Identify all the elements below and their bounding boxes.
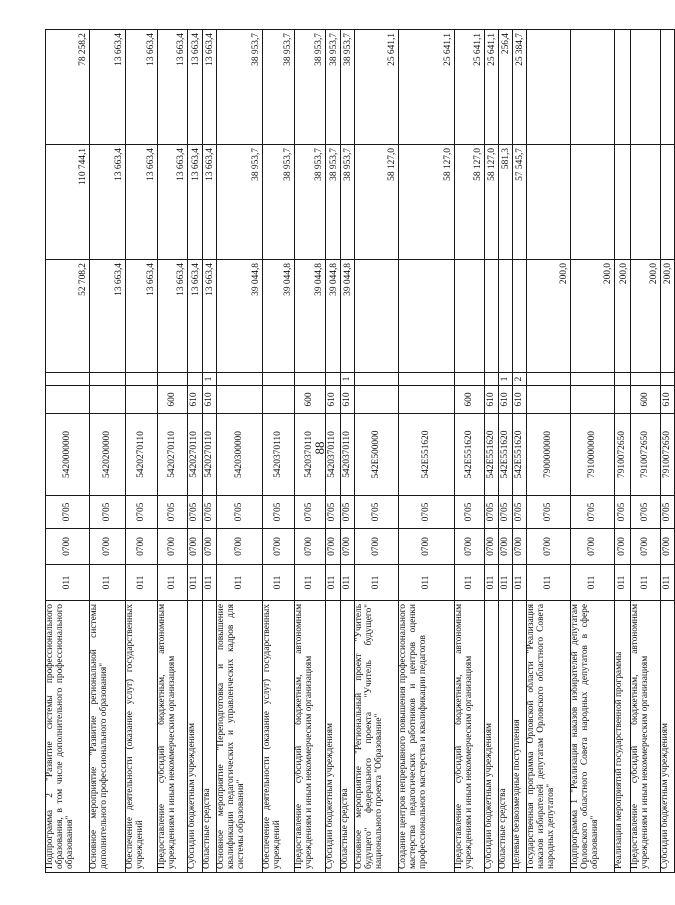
row-expense-type — [217, 386, 263, 414]
table-row — [513, 30, 527, 873]
row-subsection-code: 0705 — [455, 496, 485, 529]
row-subsection-code: 0705 — [90, 496, 126, 529]
row-amount-year-2: 13 663,4 — [126, 145, 158, 260]
row-grbs-code: 011 — [341, 565, 355, 601]
row-section-code: 0700 — [499, 529, 513, 565]
row-subsection-code: 0705 — [295, 496, 326, 529]
row-grbs-code: 011 — [615, 565, 631, 601]
row-amount-year-1: 200,0 — [615, 260, 631, 373]
row-section-code: 0700 — [126, 529, 158, 565]
row-target-article: 542E551620 — [485, 414, 499, 496]
row-amount-year-1: 39 044,8 — [217, 260, 263, 373]
row-amount-year-3: 25 641,1 — [399, 30, 455, 145]
table-row — [571, 30, 615, 873]
row-amount-year-2: 58 127,0 — [355, 145, 399, 260]
row-amount-year-1: 13 663,4 — [188, 260, 203, 373]
row-section-code: 0700 — [355, 529, 399, 565]
row-subsection-code: 0705 — [615, 496, 631, 529]
row-subsection-code: 0705 — [513, 496, 527, 529]
row-subsection-code: 0705 — [126, 496, 158, 529]
table-row — [631, 30, 661, 873]
row-amount-year-3: 25 641,1 — [455, 30, 485, 145]
row-amount-year-3 — [615, 30, 631, 145]
row-expense-type: 600 — [455, 386, 485, 414]
row-amount-year-3: 13 663,4 — [126, 30, 158, 145]
row-section-code: 0700 — [661, 529, 675, 565]
row-section-code: 0700 — [188, 529, 203, 565]
row-target-article: 7910072650 — [661, 414, 675, 496]
table-row — [126, 30, 158, 873]
row-section-code: 0700 — [341, 529, 355, 565]
row-name: Обеспечение деятельности (оказание услуг) государственных учреждений — [126, 601, 158, 873]
row-amount-year-2: 38 953,7 — [263, 145, 295, 260]
row-target-article: 542E500000 — [355, 414, 399, 496]
row-expense-type: 610 — [188, 386, 203, 414]
row-name: Областные средства — [203, 601, 217, 873]
row-funding-source — [661, 373, 675, 386]
row-section-code: 0700 — [326, 529, 341, 565]
row-funding-source — [188, 373, 203, 386]
row-expense-type — [46, 386, 90, 414]
row-grbs-code: 011 — [355, 565, 399, 601]
row-subsection-code: 0705 — [631, 496, 661, 529]
row-amount-year-1: 13 663,4 — [158, 260, 188, 373]
row-grbs-code: 011 — [513, 565, 527, 601]
page-number: 88 — [312, 441, 327, 455]
row-grbs-code: 011 — [46, 565, 90, 601]
row-expense-type: 610 — [203, 386, 217, 414]
row-grbs-code: 011 — [158, 565, 188, 601]
table-row — [485, 30, 499, 873]
table-row — [46, 30, 90, 873]
row-subsection-code: 0705 — [203, 496, 217, 529]
row-expense-type: 600 — [295, 386, 326, 414]
row-expense-type — [399, 386, 455, 414]
row-target-article: 5420370110 — [341, 414, 355, 496]
row-target-article: 542E551620 — [399, 414, 455, 496]
row-grbs-code: 011 — [571, 565, 615, 601]
row-section-code: 0700 — [631, 529, 661, 565]
row-section-code: 0700 — [295, 529, 326, 565]
table-body — [46, 30, 675, 873]
table-row — [399, 30, 455, 873]
row-funding-source — [399, 373, 455, 386]
row-target-article: 5420370110 — [295, 414, 326, 496]
row-amount-year-3 — [661, 30, 675, 145]
row-funding-source — [263, 373, 295, 386]
table-row — [158, 30, 188, 873]
row-amount-year-1 — [355, 260, 399, 373]
row-section-code: 0700 — [615, 529, 631, 565]
row-subsection-code: 0705 — [499, 496, 513, 529]
row-amount-year-3 — [571, 30, 615, 145]
row-name: Субсидии бюджетным учреждениям — [326, 601, 341, 873]
row-expense-type: 610 — [661, 386, 675, 414]
row-name: Предоставление субсидий бюджетным, автономным учреждениям и иным некоммерческим организациям — [455, 601, 485, 873]
row-subsection-code: 0705 — [355, 496, 399, 529]
row-target-article: 5420300000 — [217, 414, 263, 496]
row-section-code: 0700 — [217, 529, 263, 565]
row-target-article: 542E551620 — [513, 414, 527, 496]
row-name: Субсидии бюджетным учреждениям — [661, 601, 675, 873]
row-name: Основное мероприятие "Переподготовка и повышение квалификации педагогических и управленческих кадров для системы образования" — [217, 601, 263, 873]
row-expense-type: 610 — [499, 386, 513, 414]
row-funding-source — [158, 373, 188, 386]
row-name: Основное мероприятие "Развитие региональной системы дополнительного профессионального образования" — [90, 601, 126, 873]
row-target-article: 5420370110 — [326, 414, 341, 496]
row-name: Основное мероприятие "Региональный проект "Учитель будущего" федерального проекта "Учитель будущего" национального проекта "Образование" — [355, 601, 399, 873]
row-funding-source — [355, 373, 399, 386]
table-row — [263, 30, 295, 873]
row-name: Предоставление субсидий бюджетным, автономным учреждениям и иным некоммерческим организациям — [295, 601, 326, 873]
row-funding-source — [631, 373, 661, 386]
row-grbs-code: 011 — [499, 565, 513, 601]
row-name: Государственная программа Орловской области "Реализация наказов избирателей депутатам Орловского областного Совета народных депутатов" — [527, 601, 571, 873]
row-subsection-code: 0705 — [188, 496, 203, 529]
row-amount-year-1: 200,0 — [527, 260, 571, 373]
row-expense-type: 610 — [485, 386, 499, 414]
row-name: Предоставление субсидий бюджетным, автономным учреждениям и иным некоммерческим организациям — [631, 601, 661, 873]
row-subsection-code: 0705 — [527, 496, 571, 529]
row-amount-year-1: 200,0 — [661, 260, 675, 373]
table-row — [615, 30, 631, 873]
row-expense-type — [126, 386, 158, 414]
row-subsection-code: 0705 — [399, 496, 455, 529]
row-target-article: 5420370110 — [263, 414, 295, 496]
row-amount-year-2: 13 663,4 — [90, 145, 126, 260]
row-funding-source: 1 — [499, 373, 513, 386]
row-name: Субсидии бюджетным учреждениям — [188, 601, 203, 873]
row-section-code: 0700 — [158, 529, 188, 565]
row-target-article: 7900000000 — [527, 414, 571, 496]
table-row — [203, 30, 217, 873]
row-funding-source — [126, 373, 158, 386]
row-amount-year-3 — [631, 30, 661, 145]
row-amount-year-2: 13 663,4 — [158, 145, 188, 260]
row-name: Областные средства — [341, 601, 355, 873]
row-target-article: 7910000000 — [571, 414, 615, 496]
row-amount-year-2: 57 545,7 — [513, 145, 527, 260]
row-amount-year-2 — [571, 145, 615, 260]
row-funding-source — [217, 373, 263, 386]
row-grbs-code: 011 — [455, 565, 485, 601]
row-funding-source — [326, 373, 341, 386]
row-name: Обеспечение деятельности (оказание услуг) государственных учреждений — [263, 601, 295, 873]
row-amount-year-3: 38 953,7 — [217, 30, 263, 145]
row-grbs-code: 011 — [326, 565, 341, 601]
row-funding-source — [455, 373, 485, 386]
row-subsection-code: 0705 — [326, 496, 341, 529]
row-section-code: 0700 — [263, 529, 295, 565]
row-amount-year-3: 25 641,1 — [355, 30, 399, 145]
row-amount-year-1: 13 663,4 — [90, 260, 126, 373]
row-amount-year-3: 13 663,4 — [188, 30, 203, 145]
row-expense-type — [571, 386, 615, 414]
table-row — [455, 30, 485, 873]
row-section-code: 0700 — [455, 529, 485, 565]
row-funding-source — [90, 373, 126, 386]
row-funding-source: 1 — [203, 373, 217, 386]
budget-table — [45, 29, 675, 873]
row-expense-type — [355, 386, 399, 414]
row-amount-year-2: 38 953,7 — [341, 145, 355, 260]
row-funding-source — [295, 373, 326, 386]
row-grbs-code: 011 — [188, 565, 203, 601]
row-amount-year-1: 39 044,8 — [326, 260, 341, 373]
row-name: Субсидии бюджетным учреждениям — [485, 601, 499, 873]
row-funding-source — [571, 373, 615, 386]
row-amount-year-2 — [615, 145, 631, 260]
row-amount-year-1: 39 044,8 — [295, 260, 326, 373]
row-section-code: 0700 — [90, 529, 126, 565]
table-row — [341, 30, 355, 873]
row-amount-year-1 — [399, 260, 455, 373]
row-target-article: 5420270110 — [188, 414, 203, 496]
row-amount-year-2: 13 663,4 — [203, 145, 217, 260]
row-amount-year-2 — [661, 145, 675, 260]
row-subsection-code: 0705 — [217, 496, 263, 529]
row-amount-year-2: 58 127,0 — [485, 145, 499, 260]
row-grbs-code: 011 — [631, 565, 661, 601]
row-amount-year-1: 13 663,4 — [203, 260, 217, 373]
row-expense-type: 600 — [158, 386, 188, 414]
row-amount-year-2: 110 744,1 — [46, 145, 90, 260]
row-funding-source — [615, 373, 631, 386]
row-grbs-code: 011 — [485, 565, 499, 601]
row-amount-year-1 — [485, 260, 499, 373]
row-target-article: 5420270110 — [158, 414, 188, 496]
row-grbs-code: 011 — [203, 565, 217, 601]
row-target-article: 542E551620 — [455, 414, 485, 496]
row-target-article: 542E551620 — [499, 414, 513, 496]
row-expense-type: 610 — [341, 386, 355, 414]
row-section-code: 0700 — [399, 529, 455, 565]
row-amount-year-1 — [455, 260, 485, 373]
row-amount-year-2 — [527, 145, 571, 260]
row-grbs-code: 011 — [399, 565, 455, 601]
table-row — [326, 30, 341, 873]
row-name: Предоставление субсидий бюджетным, автономным учреждениям и иным некоммерческим организациям — [158, 601, 188, 873]
row-grbs-code: 011 — [661, 565, 675, 601]
row-grbs-code: 011 — [263, 565, 295, 601]
row-amount-year-3: 13 663,4 — [90, 30, 126, 145]
row-expense-type — [527, 386, 571, 414]
row-target-article: 5420200000 — [90, 414, 126, 496]
row-expense-type — [90, 386, 126, 414]
row-amount-year-3: 256,4 — [499, 30, 513, 145]
row-amount-year-3: 38 953,7 — [341, 30, 355, 145]
row-amount-year-3: 38 953,7 — [263, 30, 295, 145]
row-expense-type — [615, 386, 631, 414]
row-expense-type: 600 — [631, 386, 661, 414]
row-section-code: 0700 — [527, 529, 571, 565]
row-section-code: 0700 — [485, 529, 499, 565]
row-amount-year-1: 13 663,4 — [126, 260, 158, 373]
row-amount-year-2: 38 953,7 — [326, 145, 341, 260]
table-row — [90, 30, 126, 873]
row-funding-source — [485, 373, 499, 386]
row-subsection-code: 0705 — [46, 496, 90, 529]
row-subsection-code: 0705 — [485, 496, 499, 529]
row-section-code: 0700 — [46, 529, 90, 565]
row-subsection-code: 0705 — [158, 496, 188, 529]
row-grbs-code: 011 — [295, 565, 326, 601]
table-row — [295, 30, 326, 873]
row-amount-year-1: 39 044,8 — [341, 260, 355, 373]
row-name: Реализация мероприятий государственной программы — [615, 601, 631, 873]
row-amount-year-2: 38 953,7 — [295, 145, 326, 260]
row-amount-year-3: 38 953,7 — [326, 30, 341, 145]
row-subsection-code: 0705 — [571, 496, 615, 529]
row-target-article: 7910072650 — [615, 414, 631, 496]
row-target-article: 5420270110 — [126, 414, 158, 496]
table-row — [499, 30, 513, 873]
row-amount-year-1: 200,0 — [571, 260, 615, 373]
table-row — [217, 30, 263, 873]
row-amount-year-3: 38 953,7 — [295, 30, 326, 145]
row-expense-type — [263, 386, 295, 414]
row-amount-year-3: 78 258,2 — [46, 30, 90, 145]
row-amount-year-3: 13 663,4 — [158, 30, 188, 145]
row-name: Целевые безвозмездные поступления — [513, 601, 527, 873]
row-amount-year-2: 13 663,4 — [188, 145, 203, 260]
row-funding-source: 1 — [341, 373, 355, 386]
table-row — [355, 30, 399, 873]
row-subsection-code: 0705 — [341, 496, 355, 529]
row-subsection-code: 0705 — [661, 496, 675, 529]
row-amount-year-2: 38 953,7 — [217, 145, 263, 260]
row-expense-type: 610 — [513, 386, 527, 414]
table-row — [188, 30, 203, 873]
row-section-code: 0700 — [571, 529, 615, 565]
row-subsection-code: 0705 — [263, 496, 295, 529]
row-amount-year-2: 58 127,0 — [399, 145, 455, 260]
row-target-article: 5420270110 — [203, 414, 217, 496]
row-grbs-code: 011 — [126, 565, 158, 601]
row-amount-year-3: 25 641,1 — [485, 30, 499, 145]
table-row — [527, 30, 571, 873]
row-amount-year-1 — [513, 260, 527, 373]
row-amount-year-1: 52 708,2 — [46, 260, 90, 373]
table-row — [661, 30, 675, 873]
row-amount-year-2: 581,3 — [499, 145, 513, 260]
row-target-article: 5420000000 — [46, 414, 90, 496]
row-section-code: 0700 — [513, 529, 527, 565]
row-grbs-code: 011 — [527, 565, 571, 601]
row-expense-type: 610 — [326, 386, 341, 414]
row-name: Подпрограмма 1 "Реализация наказов избирателей депутатам Орловского областного Совета народных депутатов в сфере образования" — [571, 601, 615, 873]
row-amount-year-3: 13 663,4 — [203, 30, 217, 145]
row-grbs-code: 011 — [217, 565, 263, 601]
row-name: Областные средства — [499, 601, 513, 873]
row-grbs-code: 011 — [90, 565, 126, 601]
row-amount-year-1 — [499, 260, 513, 373]
row-amount-year-3 — [527, 30, 571, 145]
row-amount-year-3: 25 384,7 — [513, 30, 527, 145]
row-amount-year-2 — [631, 145, 661, 260]
row-name: Подпрограмма 2 "Развитие системы профессионального образования, в том числе дополнительного профессионального образования" — [46, 601, 90, 873]
row-funding-source — [46, 373, 90, 386]
row-name: Создание центров непрерывного повышения профессионального мастерства педагогических работников и центров оценки профессионального мастерства и квалификации педагогов — [399, 601, 455, 873]
row-funding-source — [527, 373, 571, 386]
row-amount-year-1: 39 044,8 — [263, 260, 295, 373]
row-amount-year-2: 58 127,0 — [455, 145, 485, 260]
row-target-article: 7910072650 — [631, 414, 661, 496]
row-amount-year-1: 200,0 — [631, 260, 661, 373]
row-section-code: 0700 — [203, 529, 217, 565]
row-funding-source: 2 — [513, 373, 527, 386]
